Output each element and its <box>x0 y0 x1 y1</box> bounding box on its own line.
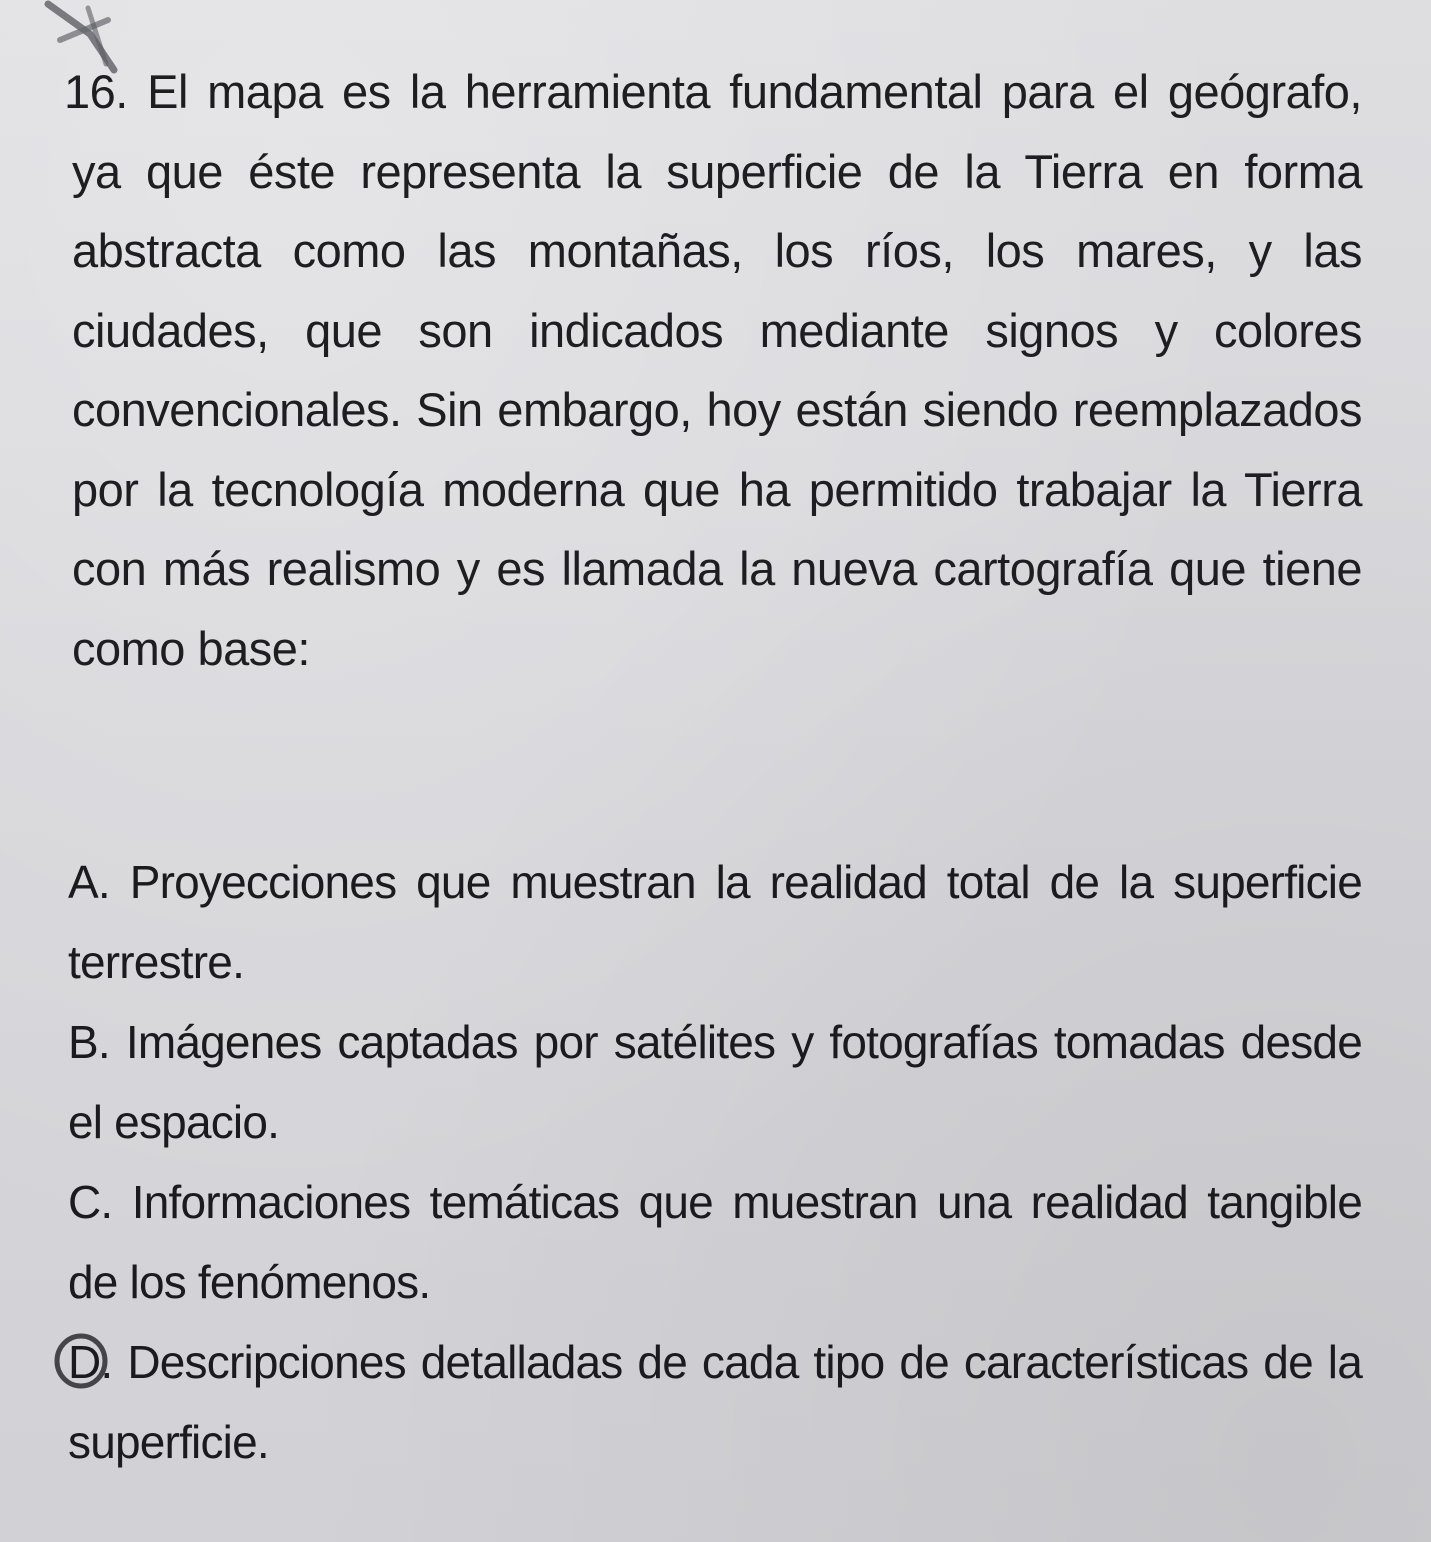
option-letter: D. <box>68 1322 112 1402</box>
option-text: Proyecciones que muestran la realidad total de la superficie terrestre. <box>68 856 1362 988</box>
option-b[interactable] <box>68 1002 1362 1162</box>
option-a[interactable] <box>68 842 1362 1002</box>
option-c[interactable] <box>68 1162 1362 1322</box>
option-text: Descripciones detalladas de cada tipo de características de la superficie. <box>68 1336 1362 1468</box>
question-text: El mapa es la herramienta fundamental para el geógrafo, ya que éste representa la superficie de la Tierra en forma abstracta como las montañas, los ríos, los mares, y las ciudades, que son indicados mediante signos y colores convencionales. Sin embargo, hoy están siendo reemplazados por la tecnología moderna que ha permitido trabajar la Tierra con más realismo y es llamada la nueva cartografía que tiene como base: <box>72 65 1362 675</box>
option-letter: B. <box>68 1016 110 1068</box>
answer-options <box>68 842 1362 1482</box>
question-number: 16. <box>64 65 128 118</box>
option-letter: A. <box>68 856 110 908</box>
option-d[interactable] <box>68 1322 1362 1482</box>
option-text: Informaciones temáticas que muestran una realidad tangible de los fenómenos. <box>68 1176 1362 1308</box>
selection-circle-icon <box>52 1330 110 1392</box>
option-letter: C. <box>68 1176 113 1228</box>
option-text: Imágenes captadas por satélites y fotografías tomadas desde el espacio. <box>68 1016 1363 1148</box>
question-paragraph <box>64 52 1362 688</box>
